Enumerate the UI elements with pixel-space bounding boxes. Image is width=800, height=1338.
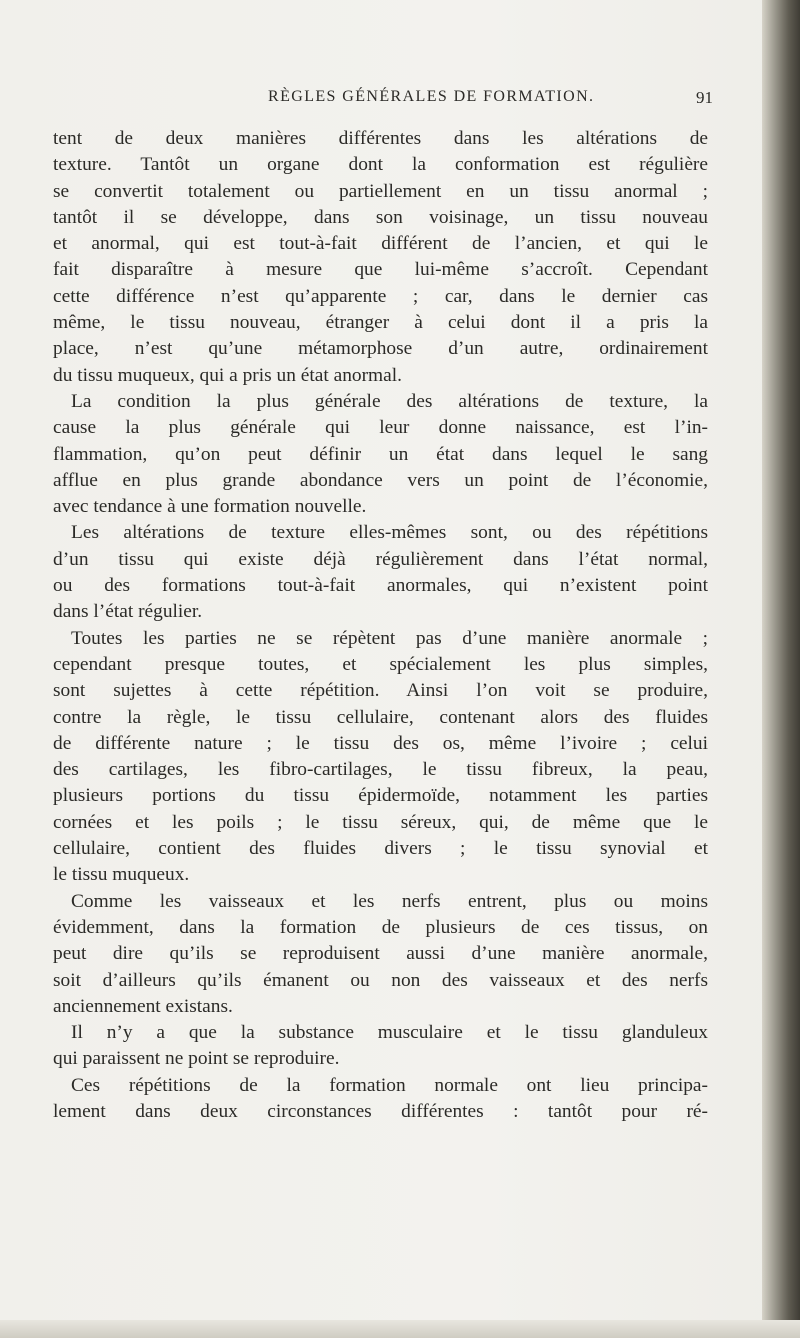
text-line: cause la plus générale qui leur donne naissance, est l’in- [53,417,708,439]
text-line: se convertit totalement ou partiellement en un tissu anormal ; [53,180,708,202]
text-line: du tissu muqueux, qui a pris un état anormal. [53,364,402,386]
running-head [0,88,762,112]
text-line: Toutes les parties ne se répètent pas d’une manière anormale ; [71,627,708,649]
text-line: Ces répétitions de la formation normale ont lieu principa- [71,1074,708,1096]
text-line: La condition la plus générale des altérations de texture, la [71,390,708,412]
text-line: contre la règle, le tissu cellulaire, contenant alors des fluides [53,706,708,728]
text-line: qui paraissent ne point se reproduire. [53,1048,340,1070]
text-line: place, n’est qu’une métamorphose d’un autre, ordinairement [53,338,708,360]
text-line: avec tendance à une formation nouvelle. [53,496,367,518]
text-line: tent de deux manières différentes dans les altérations de [53,128,708,149]
text-line: fait disparaître à mesure que lui-même s’accroît. Cependant [53,259,708,281]
running-title: RÈGLES GÉNÉRALES DE FORMATION. [268,88,595,105]
text-line: Les altérations de texture elles-mêmes sont, ou des répétitions [71,522,708,544]
text-line: texture. Tantôt un organe dont la conformation est régulière [53,154,708,176]
text-line: ou des formations tout-à-fait anormales, qui n’existent point [53,575,708,597]
text-line: et anormal, qui est tout-à-fait différent de l’ancien, et qui le [53,233,708,255]
text-line: afflue en plus grande abondance vers un point de l’économie, [53,469,708,491]
text-line: lement dans deux circonstances différentes : tantôt pour ré- [53,1100,708,1122]
text-line: anciennement existans. [53,995,233,1017]
text-line: peut dire qu’ils se reproduisent aussi d’une manière anormale, [53,943,708,965]
page-number: 91 [696,88,713,107]
text-line: de différente nature ; le tissu des os, même l’ivoire ; celui [53,732,708,754]
text-line: Il n’y a que la substance musculaire et le tissu glanduleux [71,1022,708,1044]
page-edge-shadow [762,0,800,1338]
text-line: cette différence n’est qu’apparente ; car, dans le dernier cas [53,285,708,307]
text-line: cellulaire, contient des fluides divers ; le tissu synovial et [53,838,708,860]
text-line: plusieurs portions du tissu épidermoïde, notamment les parties [53,785,708,807]
text-line: cornées et les poils ; le tissu séreux, qui, de même que le [53,811,708,833]
body-text [53,126,708,1125]
page-bottom-edge [0,1320,800,1338]
text-line: Comme les vaisseaux et les nerfs entrent, plus ou moins [71,890,708,912]
text-line: soit d’ailleurs qu’ils émanent ou non des vaisseaux et des nerfs [53,969,708,991]
text-line: évidemment, dans la formation de plusieurs de ces tissus, on [53,916,708,938]
text-line: le tissu muqueux. [53,864,190,886]
text-line: des cartilages, les fibro-cartilages, le tissu fibreux, la peau, [53,759,708,781]
text-line: flammation, qu’on peut définir un état dans lequel le sang [53,443,708,465]
text-line: dans l’état régulier. [53,601,203,623]
text-line: tantôt il se développe, dans son voisinage, un tissu nouveau [53,206,708,228]
text-line: même, le tissu nouveau, étranger à celui dont il a pris la [53,312,708,334]
text-line: d’un tissu qui existe déjà régulièrement dans l’état normal, [53,548,708,570]
text-line: cependant presque toutes, et spécialement les plus simples, [53,653,708,675]
text-line: sont sujettes à cette répétition. Ainsi l’on voit se produire, [53,680,708,702]
